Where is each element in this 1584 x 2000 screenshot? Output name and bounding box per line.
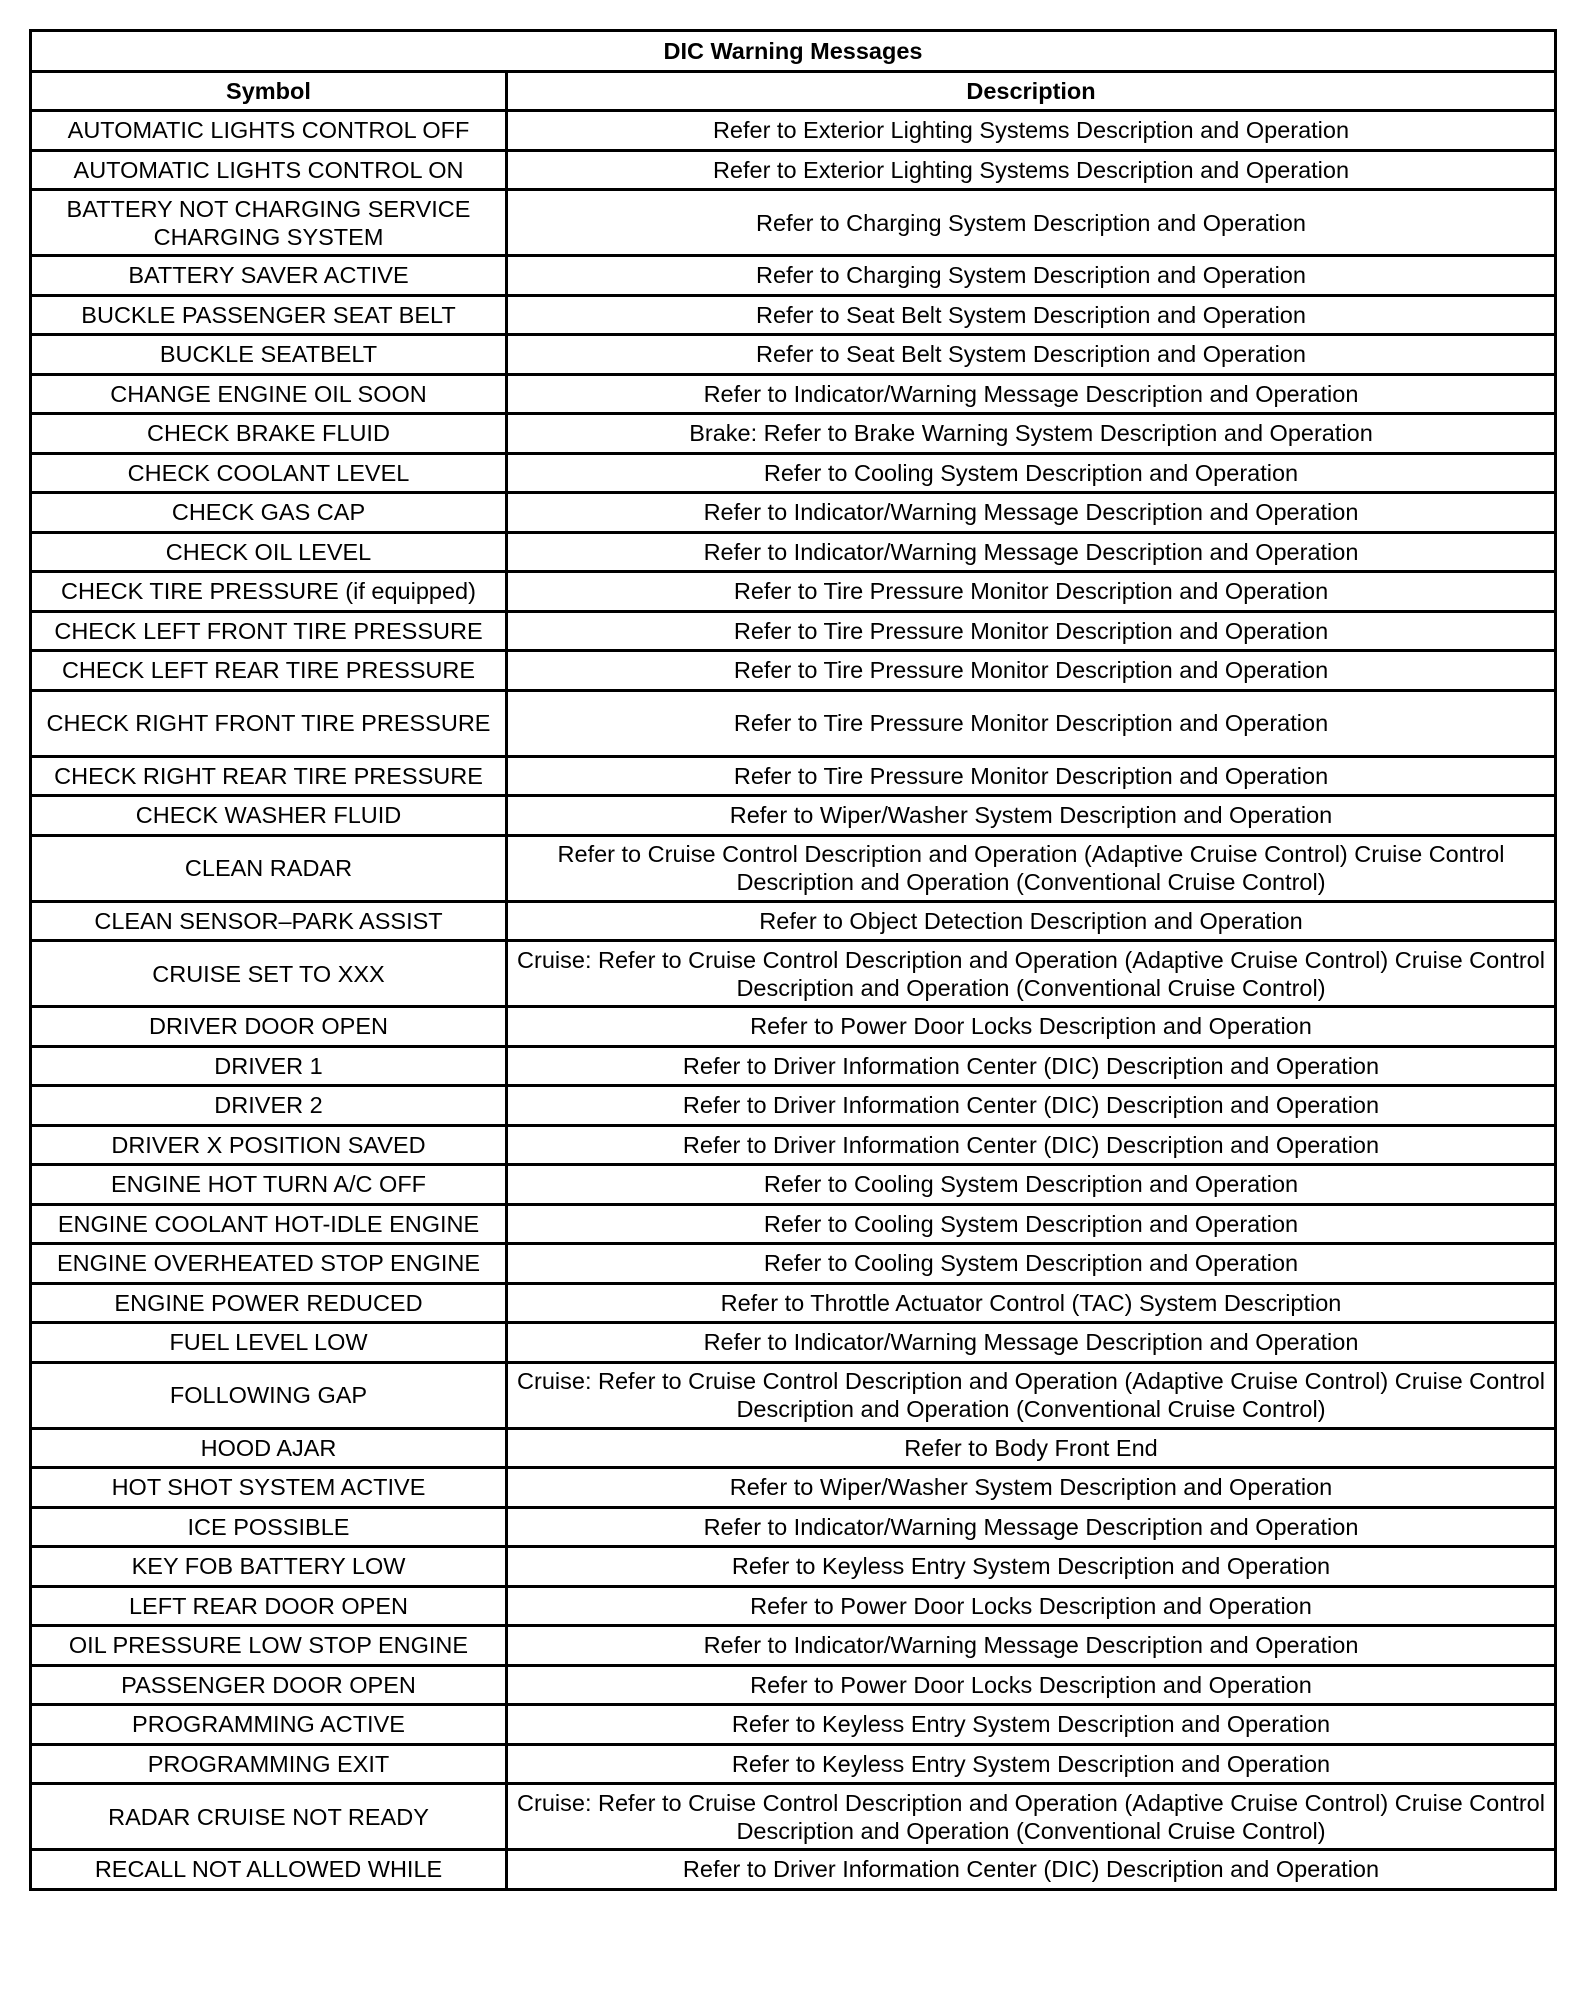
table-row [31, 1323, 1556, 1363]
symbol-cell: BATTERY SAVER ACTIVE [31, 256, 507, 296]
table-row [31, 1705, 1556, 1745]
table-row [31, 796, 1556, 836]
symbol-cell: KEY FOB BATTERY LOW [31, 1547, 507, 1587]
description-cell: Brake: Refer to Brake Warning System Description and Operation [507, 414, 1556, 454]
symbol-cell: CHECK GAS CAP [31, 493, 507, 533]
table-row [31, 572, 1556, 612]
description-cell: Refer to Cruise Control Description and Operation (Adaptive Cruise Control) Cruise Control Description and Operation (Conventional Cruise Control) [507, 835, 1556, 901]
description-cell: Refer to Exterior Lighting Systems Description and Operation [507, 111, 1556, 151]
description-cell: Refer to Body Front End [507, 1428, 1556, 1468]
table-row [31, 835, 1556, 901]
table-row [31, 1665, 1556, 1705]
symbol-cell: CHECK BRAKE FLUID [31, 414, 507, 454]
dic-warning-messages-table [29, 29, 1557, 1891]
description-cell: Cruise: Refer to Cruise Control Description and Operation (Adaptive Cruise Control) Cruise Control Description and Operation (Conventional Cruise Control) [507, 1784, 1556, 1850]
table-row [31, 335, 1556, 375]
table-title: DIC Warning Messages [31, 31, 1556, 72]
description-cell: Refer to Cooling System Description and Operation [507, 1204, 1556, 1244]
description-cell: Refer to Object Detection Description and Operation [507, 901, 1556, 941]
symbol-cell: RADAR CRUISE NOT READY [31, 1784, 507, 1850]
symbol-cell: FOLLOWING GAP [31, 1362, 507, 1428]
table-row [31, 256, 1556, 296]
table-row [31, 295, 1556, 335]
description-cell: Refer to Indicator/Warning Message Description and Operation [507, 1507, 1556, 1547]
description-cell: Refer to Cooling System Description and Operation [507, 1244, 1556, 1284]
table-row [31, 111, 1556, 151]
table-row [31, 690, 1556, 756]
table-row [31, 532, 1556, 572]
symbol-cell: DRIVER DOOR OPEN [31, 1007, 507, 1047]
symbol-cell: CLEAN SENSOR–PARK ASSIST [31, 901, 507, 941]
table-body [31, 111, 1556, 1890]
description-cell: Refer to Cooling System Description and Operation [507, 1165, 1556, 1205]
symbol-cell: HOOD AJAR [31, 1428, 507, 1468]
description-cell: Refer to Power Door Locks Description and Operation [507, 1665, 1556, 1705]
symbol-cell: CHECK RIGHT FRONT TIRE PRESSURE [31, 690, 507, 756]
symbol-cell: CHECK LEFT FRONT TIRE PRESSURE [31, 611, 507, 651]
symbol-cell: CHECK TIRE PRESSURE (if equipped) [31, 572, 507, 612]
table-row [31, 1046, 1556, 1086]
description-cell: Refer to Seat Belt System Description and Operation [507, 335, 1556, 375]
table-row [31, 150, 1556, 190]
table-row [31, 1468, 1556, 1508]
symbol-cell: CLEAN RADAR [31, 835, 507, 901]
description-cell: Refer to Keyless Entry System Description and Operation [507, 1744, 1556, 1784]
table-row [31, 374, 1556, 414]
table-row [31, 1204, 1556, 1244]
symbol-cell: BUCKLE PASSENGER SEAT BELT [31, 295, 507, 335]
table-row [31, 453, 1556, 493]
symbol-cell: PASSENGER DOOR OPEN [31, 1665, 507, 1705]
symbol-cell: CRUISE SET TO XXX [31, 941, 507, 1007]
symbol-cell: ICE POSSIBLE [31, 1507, 507, 1547]
description-cell: Refer to Charging System Description and Operation [507, 190, 1556, 256]
description-cell: Refer to Indicator/Warning Message Description and Operation [507, 374, 1556, 414]
symbol-cell: ENGINE COOLANT HOT-IDLE ENGINE [31, 1204, 507, 1244]
description-cell: Refer to Throttle Actuator Control (TAC) System Description [507, 1283, 1556, 1323]
description-cell: Refer to Driver Information Center (DIC) Description and Operation [507, 1125, 1556, 1165]
description-cell: Refer to Tire Pressure Monitor Description and Operation [507, 572, 1556, 612]
symbol-cell: LEFT REAR DOOR OPEN [31, 1586, 507, 1626]
symbol-cell: ENGINE HOT TURN A/C OFF [31, 1165, 507, 1205]
table-row [31, 651, 1556, 691]
description-cell: Cruise: Refer to Cruise Control Description and Operation (Adaptive Cruise Control) Cruise Control Description and Operation (Conventional Cruise Control) [507, 1362, 1556, 1428]
table-row [31, 1744, 1556, 1784]
table-row [31, 414, 1556, 454]
table-row [31, 756, 1556, 796]
description-cell: Refer to Keyless Entry System Description and Operation [507, 1705, 1556, 1745]
description-cell: Refer to Exterior Lighting Systems Description and Operation [507, 150, 1556, 190]
symbol-cell: AUTOMATIC LIGHTS CONTROL OFF [31, 111, 507, 151]
table-row [31, 1784, 1556, 1850]
table-row [31, 1586, 1556, 1626]
table-row [31, 1507, 1556, 1547]
symbol-cell: OIL PRESSURE LOW STOP ENGINE [31, 1626, 507, 1666]
symbol-cell: ENGINE OVERHEATED STOP ENGINE [31, 1244, 507, 1284]
description-cell: Refer to Tire Pressure Monitor Description and Operation [507, 756, 1556, 796]
description-cell: Refer to Tire Pressure Monitor Description and Operation [507, 651, 1556, 691]
symbol-cell: CHECK WASHER FLUID [31, 796, 507, 836]
symbol-cell: CHECK LEFT REAR TIRE PRESSURE [31, 651, 507, 691]
description-cell: Refer to Seat Belt System Description and Operation [507, 295, 1556, 335]
table-row [31, 1850, 1556, 1890]
symbol-cell: PROGRAMMING EXIT [31, 1744, 507, 1784]
table-row [31, 1007, 1556, 1047]
symbol-cell: CHANGE ENGINE OIL SOON [31, 374, 507, 414]
symbol-cell: DRIVER 1 [31, 1046, 507, 1086]
description-cell: Refer to Tire Pressure Monitor Description and Operation [507, 611, 1556, 651]
table-row [31, 1428, 1556, 1468]
table-row [31, 941, 1556, 1007]
symbol-cell: BATTERY NOT CHARGING SERVICE CHARGING SYSTEM [31, 190, 507, 256]
symbol-cell: RECALL NOT ALLOWED WHILE [31, 1850, 507, 1890]
table-row [31, 1626, 1556, 1666]
description-cell: Refer to Indicator/Warning Message Description and Operation [507, 493, 1556, 533]
table-row [31, 611, 1556, 651]
symbol-cell: DRIVER X POSITION SAVED [31, 1125, 507, 1165]
table-row [31, 190, 1556, 256]
table-row [31, 1547, 1556, 1587]
table-row [31, 1125, 1556, 1165]
description-cell: Refer to Wiper/Washer System Description and Operation [507, 796, 1556, 836]
table-row [31, 1283, 1556, 1323]
description-cell: Refer to Indicator/Warning Message Description and Operation [507, 532, 1556, 572]
column-header-symbol: Symbol [31, 72, 507, 111]
symbol-cell: CHECK RIGHT REAR TIRE PRESSURE [31, 756, 507, 796]
description-cell: Refer to Driver Information Center (DIC) Description and Operation [507, 1086, 1556, 1126]
description-cell: Refer to Power Door Locks Description and Operation [507, 1007, 1556, 1047]
description-cell: Refer to Indicator/Warning Message Description and Operation [507, 1323, 1556, 1363]
symbol-cell: PROGRAMMING ACTIVE [31, 1705, 507, 1745]
description-cell: Refer to Cooling System Description and Operation [507, 453, 1556, 493]
description-cell: Cruise: Refer to Cruise Control Description and Operation (Adaptive Cruise Control) Cruise Control Description and Operation (Conventional Cruise Control) [507, 941, 1556, 1007]
symbol-cell: BUCKLE SEATBELT [31, 335, 507, 375]
table-row [31, 901, 1556, 941]
description-cell: Refer to Tire Pressure Monitor Description and Operation [507, 690, 1556, 756]
description-cell: Refer to Keyless Entry System Description and Operation [507, 1547, 1556, 1587]
table-row [31, 1086, 1556, 1126]
symbol-cell: CHECK COOLANT LEVEL [31, 453, 507, 493]
table-row [31, 493, 1556, 533]
table-row [31, 1362, 1556, 1428]
table-row [31, 1244, 1556, 1284]
symbol-cell: AUTOMATIC LIGHTS CONTROL ON [31, 150, 507, 190]
description-cell: Refer to Driver Information Center (DIC) Description and Operation [507, 1046, 1556, 1086]
symbol-cell: ENGINE POWER REDUCED [31, 1283, 507, 1323]
description-cell: Refer to Wiper/Washer System Description and Operation [507, 1468, 1556, 1508]
table-title-row [31, 31, 1556, 72]
symbol-cell: DRIVER 2 [31, 1086, 507, 1126]
symbol-cell: CHECK OIL LEVEL [31, 532, 507, 572]
description-cell: Refer to Charging System Description and Operation [507, 256, 1556, 296]
description-cell: Refer to Power Door Locks Description and Operation [507, 1586, 1556, 1626]
description-cell: Refer to Indicator/Warning Message Description and Operation [507, 1626, 1556, 1666]
symbol-cell: HOT SHOT SYSTEM ACTIVE [31, 1468, 507, 1508]
table-row [31, 1165, 1556, 1205]
column-header-description: Description [507, 72, 1556, 111]
table-header-row [31, 72, 1556, 111]
description-cell: Refer to Driver Information Center (DIC) Description and Operation [507, 1850, 1556, 1890]
symbol-cell: FUEL LEVEL LOW [31, 1323, 507, 1363]
